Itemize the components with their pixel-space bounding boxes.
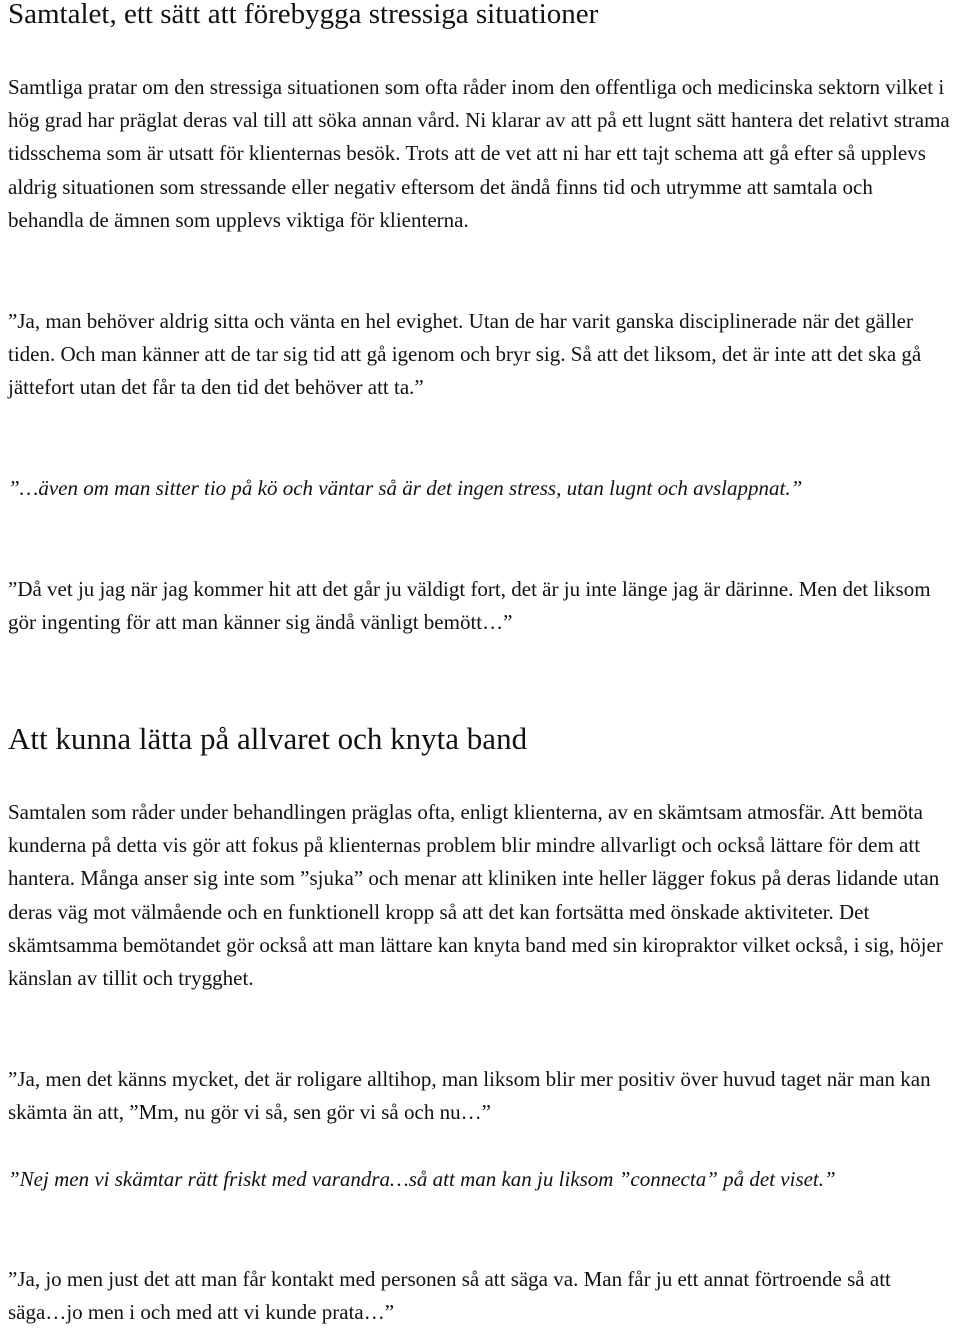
quote-joking: ”Ja, men det känns mycket, det är roligare alltihop, man liksom blir mer positiv över huvud taget när man kan skämta än att, ”Mm, nu gör vi så, sen gör vi så och nu…” [8,1067,931,1125]
paragraph-stress: Samtliga pratar om den stressiga situationen som ofta råder inom den offentliga och medicinska sektorn vilket i hög grad har präglat deras val till att söka annan vård. Ni klarar av att på ett lugnt sätt hantera det relativt strama tidsschema som är utsatt för klienternas besök. Trots att de vet att ni har ett tajt schema att gå efter så upplevs aldrig situationen som stressande eller negativ eftersom det ändå finns tid och utrymme att samtala och behandla de ämnen som upplevs viktiga för klienterna. [8,75,950,232]
section-heading-stress: Samtalet, ett sätt att förebygga stressiga situationer [8,0,599,30]
quote-fast-visit: ”Då vet ju jag när jag kommer hit att det går ju väldigt fort, det är ju inte länge jag är därinne. Men det liksom gör ingenting för att man känner sig ändå vänligt bemött…” [8,577,931,635]
quote-contact: ”Ja, jo men just det att man får kontakt med personen så att säga va. Man får ju ett annat förtroende så att säga…jo men i och med att vi kunde prata…” [8,1267,891,1325]
paragraph-bonding: Samtalen som råder under behandlingen präglas ofta, enligt klienterna, av en skämtsam atmosfär. Att bemöta kunderna på detta vis gör att fokus på klienternas problem blir mindre allvarligt och också lättare för dem att hantera. Många anser sig inte som ”sjuka” och menar att kliniken inte heller lägger fokus på deras lidande utan deras väg mot välmående och en funktionell kropp så att det kan fortsätta med önskade aktiviteter. Det skämtsamma bemötandet gör också att man lättare kan knyta band med sin kiropraktor vilket också, i sig, höjer känslan av tillit och trygghet. [8,800,943,991]
quote-no-stress: ”…även om man sitter tio på kö och väntar så är det ingen stress, utan lugnt och avslappnat.” [8,476,803,500]
quote-waiting-time: ”Ja, man behöver aldrig sitta och vänta en hel evighet. Utan de har varit ganska disciplinerade när det gäller tiden. Och man känner att de tar sig tid att gå igenom och bryr sig. Så att det liksom, det är inte att det ska gå jättefort utan det får ta den tid det behöver att ta.” [8,309,922,400]
section-heading-bonding: Att kunna lätta på allvaret och knyta band [8,721,528,756]
quote-connecta: ”Nej men vi skämtar rätt friskt med varandra…så att man kan ju liksom ”connecta” på det viset.” [8,1167,836,1191]
